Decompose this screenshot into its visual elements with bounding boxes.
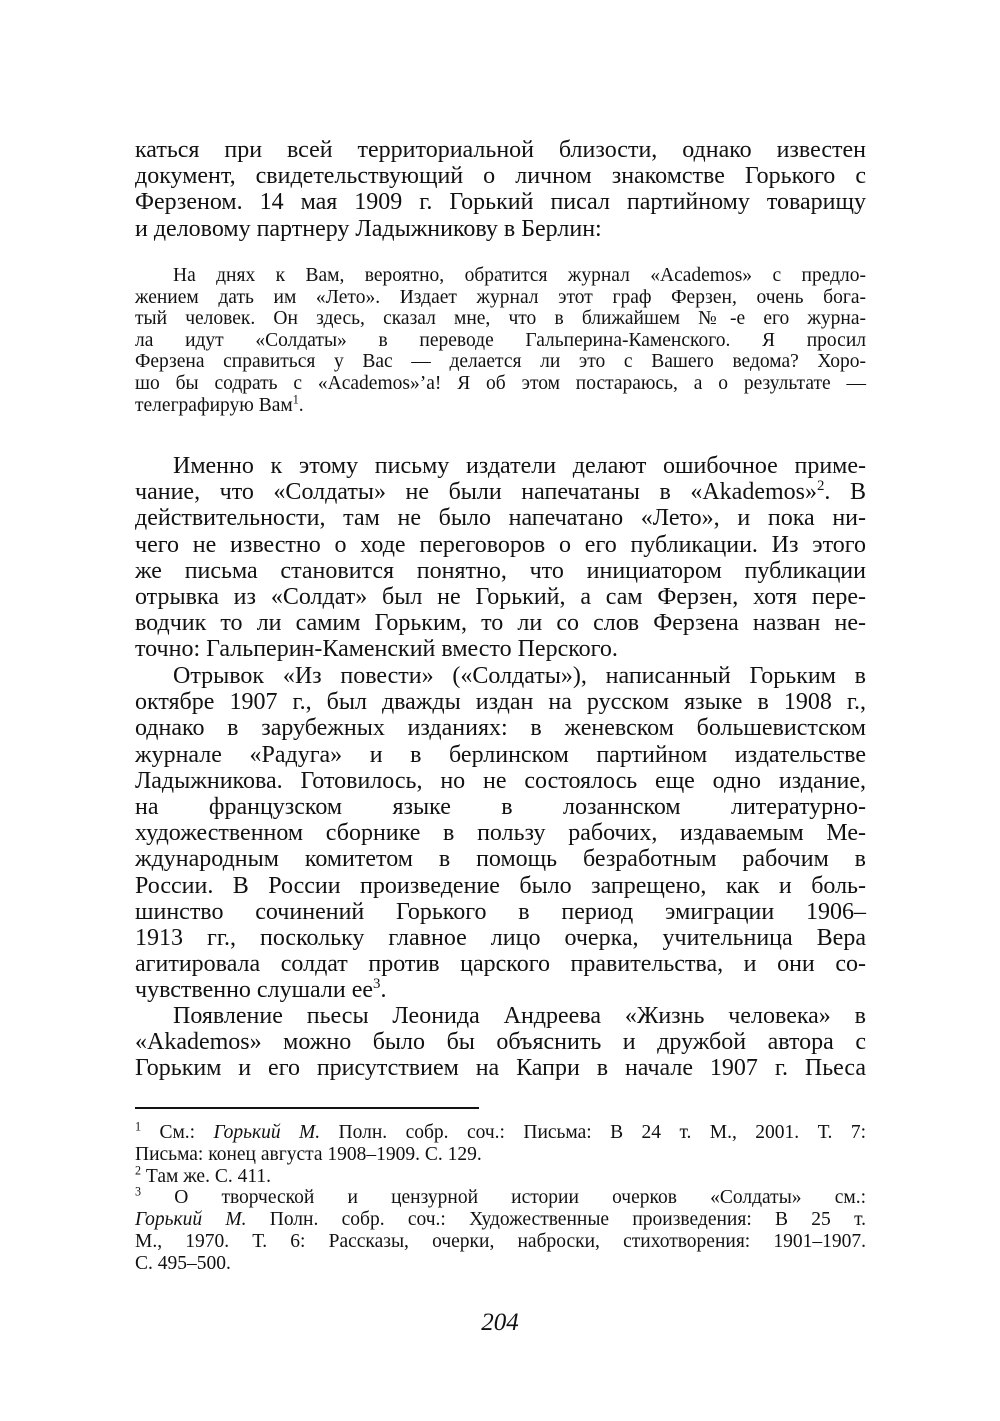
- text-line: действительности, там не было напечатано «Лето», и пока ни-: [135, 505, 866, 532]
- text-line: на французском языке в лозаннском литературно-: [135, 793, 866, 820]
- footnote-ref: 3: [373, 976, 381, 993]
- text-line: водчик то ли самим Горьким, то ли со слов Ферзена назван не-: [135, 610, 866, 637]
- quote-line: Ферзена справиться у Вас — делается ли это с Вашего ведома? Хоро-: [135, 351, 866, 373]
- text-line: Горьким и его присутствием на Капри в начале 1907 г. Пьеса: [135, 1055, 866, 1082]
- quote-line-text: телеграфирую Вам: [135, 394, 293, 416]
- footnotes: [135, 1119, 866, 1275]
- paragraph-3: [135, 1003, 866, 1082]
- footnote-mark: 3: [135, 1184, 142, 1199]
- period: .: [380, 977, 387, 1004]
- page-number: 204: [481, 1309, 519, 1336]
- quote-line: тый человек. Он здесь, сказал мне, что в ближайшем №-е его журна-: [135, 308, 866, 330]
- text-line: ждународным комитетом в помощь безработным рабочим в: [135, 846, 866, 873]
- footnote-3-cont: М., 1970. Т. 6: Рассказы, очерки, наброски, стихотворения: 1901–1907.: [135, 1230, 866, 1252]
- text-line: Появление пьесы Леонида Андреева «Жизнь человека» в: [173, 1003, 866, 1029]
- text-line: [135, 977, 866, 1003]
- quote-line: жением дать им «Лето». Издает журнал этот граф Ферзен, очень бога-: [135, 286, 866, 308]
- footnote-ref: 2: [816, 478, 825, 495]
- footnote-separator: [135, 1107, 479, 1109]
- footnote-mark: 1: [135, 1119, 142, 1134]
- footnote-3-cont: [135, 1209, 866, 1231]
- text-line: России. В России произведение было запрещено, как и боль-: [135, 872, 866, 899]
- text-line: журнале «Радуга» и в берлинском партийном издательстве: [135, 741, 866, 768]
- text-line: шинство сочинений Горького в период эмиграции 1906–: [135, 898, 866, 925]
- footnote-3: [135, 1184, 866, 1209]
- period: .: [298, 394, 304, 416]
- text-line: документ, свидетельствующий о личном знакомстве Горького с: [135, 163, 866, 190]
- text-line: каться при всей территориальной близости, однако известен: [135, 137, 866, 163]
- text-line: художественном сборнике в пользу рабочих, издаваемым Ме-: [135, 820, 866, 847]
- quote-line: [135, 392, 866, 417]
- text-line: 1913 гг., поскольку главное лицо очерка, учительница Вера: [135, 924, 866, 951]
- footnote-author: Горький М.: [213, 1122, 321, 1143]
- footnote-ref: 1: [292, 392, 299, 407]
- footnote-3-cont: С. 495–500.: [135, 1252, 231, 1274]
- text-line: и деловому партнеру Ладыжникову в Берлин:: [135, 215, 602, 242]
- footnote-1-cont: Письма: конец августа 1908–1909. С. 129.: [135, 1143, 482, 1165]
- quote-line: ла идут «Солдаты» в переводе Гальперина-Каменского. Я просил: [135, 329, 866, 351]
- footnote-mark: 2: [135, 1163, 142, 1178]
- quote-line: шо бы содрать с «Academos»’а! Я об этом постараюсь, а о результате —: [135, 372, 866, 394]
- text-line-tail: . В: [824, 479, 866, 506]
- text-line: точно: Гальперин-Каменский вместо Перского.: [135, 636, 618, 663]
- text-line: Отрывок «Из повести» («Солдаты»), написанный Горьким в: [173, 663, 866, 689]
- letter-quote: [135, 265, 866, 416]
- footnote-2: [135, 1163, 866, 1188]
- footnote-text: Полн. собр. соч.: Письма: В 24 т. М., 2001. Т. 7:: [320, 1122, 866, 1143]
- footnote-text: Там же. С. 411.: [141, 1165, 271, 1187]
- paragraph-1: [135, 453, 866, 663]
- text-line-part: чание, что «Солдаты» не были напечатаны в «Akademos»: [135, 479, 817, 506]
- text-line: однако в зарубежных изданиях: в женевском большевистском: [135, 715, 866, 742]
- intro-paragraph: [135, 137, 866, 242]
- text-line: «Akademos» можно было бы объяснить и дружбой автора с: [135, 1029, 866, 1056]
- text-line: чего не известно о ходе переговоров о его публикации. Из этого: [135, 531, 866, 558]
- footnote-text: О творческой и цензурной истории очерков «Солдаты» см.:: [141, 1187, 866, 1209]
- text-line: Ферзеном. 14 мая 1909 г. Горький писал партийному товарищу: [135, 189, 866, 216]
- quote-line: На днях к Вам, вероятно, обратится журнал «Academos» с предло-: [173, 265, 866, 286]
- paragraph-2: [135, 663, 866, 1003]
- text-line: Именно к этому письму издатели делают ошибочное приме-: [173, 453, 866, 479]
- footnote-text: См.:: [141, 1122, 214, 1143]
- text-line-part: чувственно слушали ее: [135, 977, 374, 1004]
- footnote-1: [135, 1119, 866, 1144]
- footnote-author: Горький М.: [135, 1209, 247, 1231]
- text-line: [135, 479, 866, 505]
- footnote-text: Полн. собр. соч.: Художественные произведения: В 25 т.: [246, 1209, 866, 1231]
- text-line: октябре 1907 г., был дважды издан на русском языке в 1908 г.,: [135, 689, 866, 716]
- text-line: агитировала солдат против царского правительства, и они со-: [135, 951, 866, 978]
- text-line: отрывка из «Солдат» был не Горький, а сам Ферзен, хотя пере-: [135, 583, 866, 610]
- text-line: же письма становится понятно, что инициатором публикации: [135, 557, 866, 584]
- text-line: Ладыжникова. Готовилось, но не состоялось еще одно издание,: [135, 767, 866, 794]
